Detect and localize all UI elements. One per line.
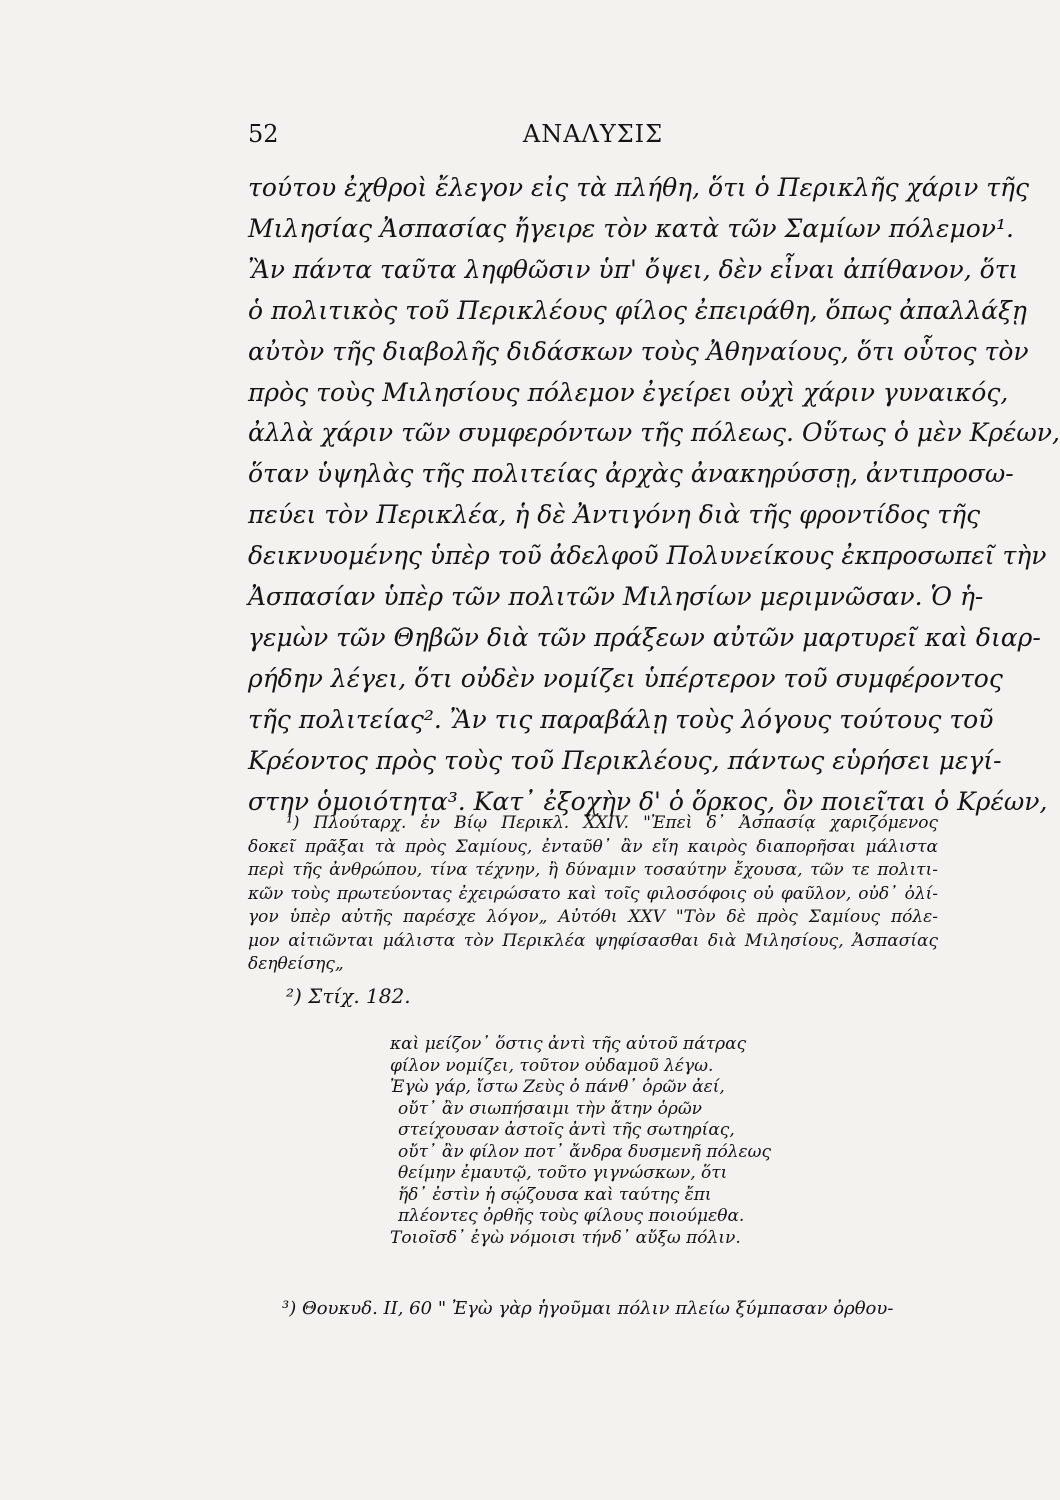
verse-line: ἥδ᾽ ἐστὶν ἡ σῴζουσα καὶ ταύτης ἔπι (398, 1184, 712, 1205)
text-line: τούτου ἐχθροὶ ἔλεγον εἰς τὰ πλήθη, ὅτι ὁ Περικλῆς χάριν τῆς (248, 173, 1030, 202)
text-line: ὁ πολιτικὸς τοῦ Περικλέους φίλος ἐπειράθη, ὅπως ἀπαλλάξῃ (248, 295, 1027, 325)
text-line: ὅταν ὑψηλὰς τῆς πολιτείας ἀρχὰς ἀνακηρύσσῃ, ἀντιπροσω- (248, 459, 1014, 489)
text-line: Κρέοντος πρὸς τοὺς τοῦ Περικλέους, πάντως εὑρήσει μεγί- (248, 745, 1002, 775)
text-line: ἀλλὰ χάριν τῶν συμφερόντων τῆς πόλεως. Οὕτως ὁ μὲν Κρέων, (248, 418, 1060, 448)
footnote-1-line: δοκεῖ πρᾶξαι τὰ πρὸς Σαμίους, ἐνταῦθ᾽ ἂν εἴη καιρὸς διαπορῆσαι μάλιστα (248, 836, 938, 857)
text-line: γεμὼν τῶν Θηβῶν διὰ τῶν πράξεων αὐτῶν μαρτυρεῖ καὶ διαρ- (248, 622, 1041, 652)
footnote-1-line: μον αἰτιῶνται μάλιστα τὸν Περικλέα ψηφίσασθαι διὰ Μιλησίους, Ἀσπασίας (248, 930, 938, 951)
footnotes (248, 812, 938, 1011)
text-line: Ἂν πάντα ταῦτα ληφθῶσιν ὑπ' ὄψει, δὲν εἶναι ἀπίθανον, ὅτι (248, 254, 1019, 284)
text-line: τῆς πολιτείας². Ἂν τις παραβάλῃ τοὺς λόγους τούτους τοῦ (248, 704, 994, 734)
running-head: ΑΝΑΛΥΣΙΣ (522, 120, 664, 148)
text-line: αὐτὸν τῆς διαβολῆς διδάσκων τοὺς Ἀθηναίους, ὅτι οὗτος τὸν (248, 336, 1029, 366)
verse-line: Ἐγὼ γάρ, ἴστω Ζεὺς ὁ πάνθ᾽ ὁρῶν ἀεί, (390, 1077, 725, 1097)
main-text (248, 168, 1060, 823)
footnote-1-line: κῶν τοὺς πρωτεύοντας ἐχειρώσατο καὶ τοῖς φιλοσόφοις οὐ φαῦλον, οὐδ᾽ ὀλί- (248, 883, 938, 904)
verse-line: Τοιοῖσδ᾽ ἐγὼ νόμοισι τήνδ᾽ αὔξω πόλιν. (390, 1227, 741, 1248)
verse-line: οὔτ᾽ ἂν φίλον ποτ᾽ ἄνδρα δυσμενῆ πόλεως (398, 1141, 772, 1162)
verse-line: στείχουσαν ἀστοῖς ἀντὶ τῆς σωτηρίας, (398, 1120, 735, 1140)
text-line: Μιλησίας Ἀσπασίας ἤγειρε τὸν κατὰ τῶν Σαμίων πόλεμον¹. (248, 213, 1014, 243)
text-line: ρήδην λέγει, ὅτι οὐδὲν νομίζει ὑπέρτερον τοῦ συμφέροντος (248, 663, 1003, 693)
footnote-1-line: γον ὑπὲρ αὐτῆς παρέσχε λόγον„ Αὐτόθι XXV "Τὸν δὲ πρὸς Σαμίους πόλε- (248, 907, 938, 927)
verse-quotation (390, 1034, 810, 1249)
footnote-2-label: ²) Στίχ. 182. (286, 983, 411, 1008)
text-line: πρὸς τοὺς Μιλησίους πόλεμον ἐγείρει οὐχὶ χάριν γυναικός, (248, 377, 1009, 407)
text-line: στην ὁμοιότητα³. Κατ᾽ ἐξοχὴν δ' ὁ ὅρκος, ὃν ποιεῖται ὁ Κρέων, (248, 786, 1048, 816)
verse-line: καὶ μείζον᾽ ὅστις ἀντὶ τῆς αὑτοῦ πάτρας (390, 1034, 747, 1054)
verse-line: φίλον νομίζει, τοῦτον οὐδαμοῦ λέγω. (390, 1055, 714, 1076)
text-line: Ἀσπασίαν ὑπὲρ τῶν πολιτῶν Μιλησίων μεριμνῶσαν. Ὁ ἡ- (248, 582, 984, 612)
verse-line: οὔτ᾽ ἂν σιωπήσαιμι τὴν ἄτην ὁρῶν (398, 1098, 703, 1119)
footnote-1-line: περὶ τῆς ἀνθρώπου, τίνα τέχνην, ἢ δύναμιν τοσαύτην ἔχουσα, τῶν τε πολιτι- (248, 860, 938, 880)
footnote-1-line: δεηθείσης„ (248, 954, 344, 974)
text-line: δεικνυομένης ὑπὲρ τοῦ ἀδελφοῦ Πολυνείκους ἐκπροσωπεῖ τὴν (248, 541, 1047, 571)
page-header (248, 120, 938, 154)
page-number: 52 (248, 120, 279, 148)
verse-line: θείμην ἐμαυτῷ, τοῦτο γιγνώσκων, ὅτι (398, 1163, 728, 1183)
text-line: πεύει τὸν Περικλέα, ἡ δὲ Ἀντιγόνη διὰ τῆς φροντίδος τῆς (248, 500, 981, 530)
footnote-1-line: ¹) Πλούταρχ. ἐν Βίῳ Περικλ. XXIV. "Ἐπεὶ δ᾽ Ἀσπασίᾳ χαριζόμενος (286, 813, 938, 833)
verse-line: πλέοντες ὀρθῆς τοὺς φίλους ποιούμεθα. (398, 1206, 745, 1226)
footnote-3: ³) Θουκυδ. ΙΙ, 60 " Ἐγὼ γὰρ ἡγοῦμαι πόλιν πλείω ξύμπασαν ὀρθου- (282, 1298, 894, 1319)
